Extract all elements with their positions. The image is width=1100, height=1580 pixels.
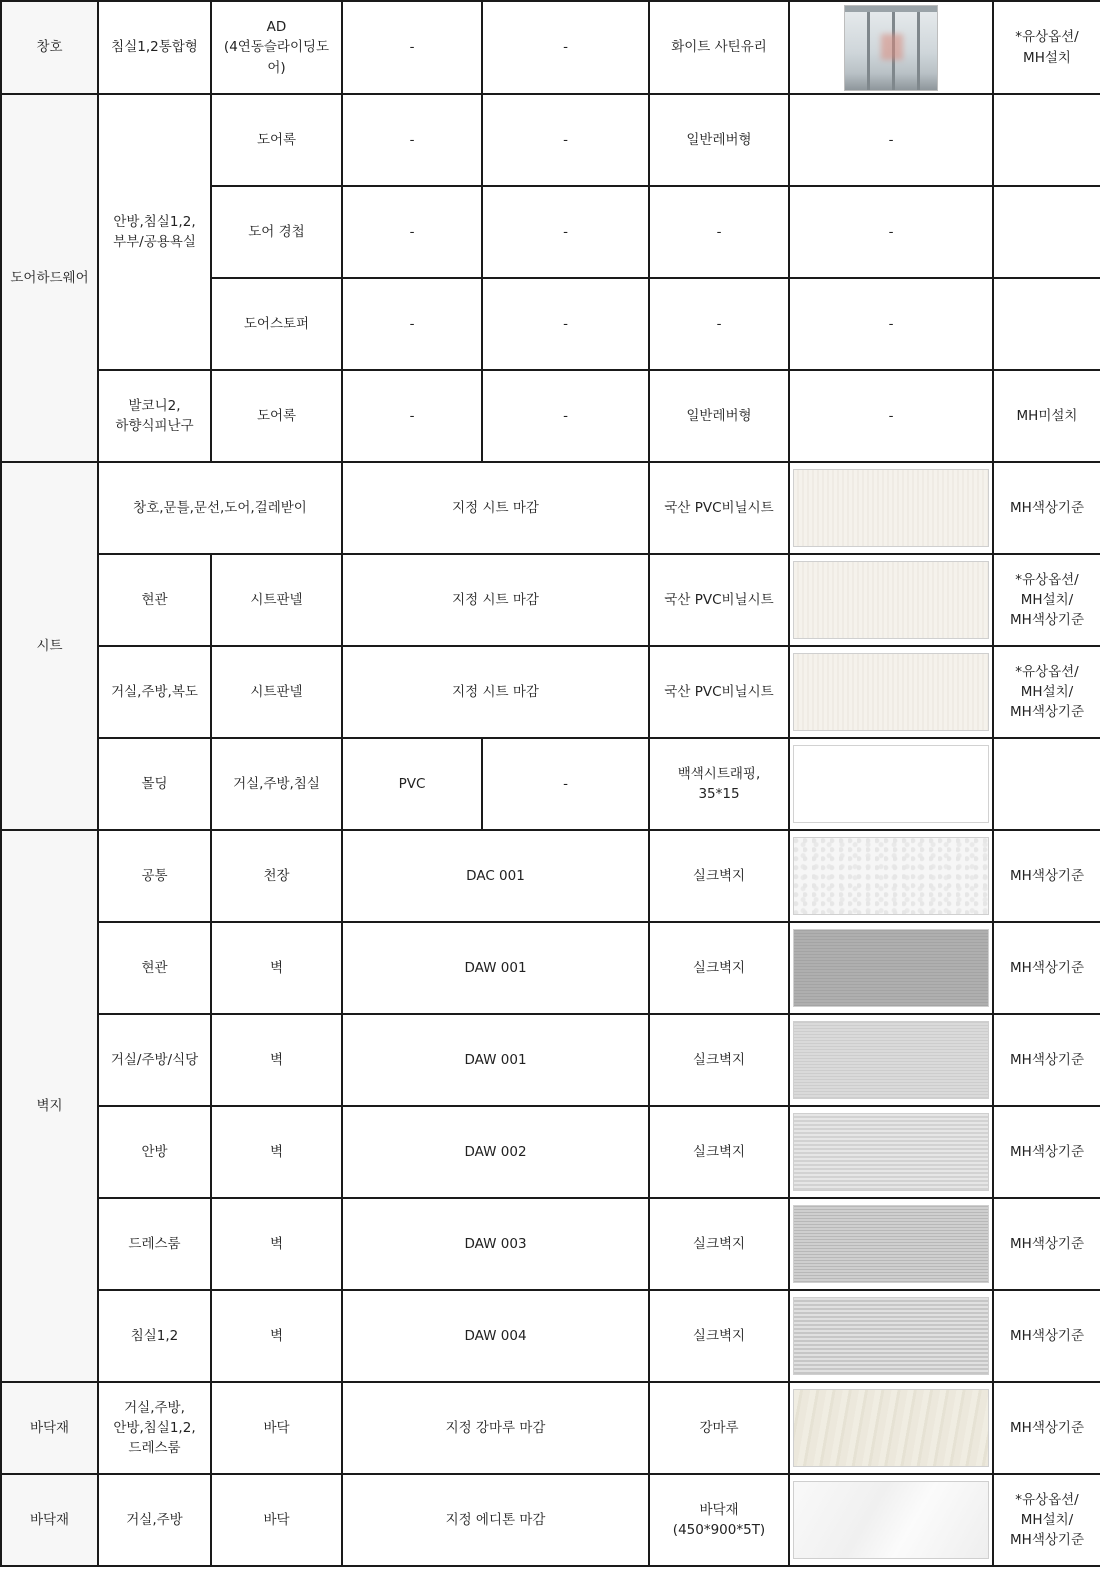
image-cell: - — [789, 94, 993, 186]
location-cell: 안방 — [98, 1106, 211, 1198]
image-cell — [789, 1, 993, 94]
image-cell — [789, 1014, 993, 1106]
material-cell: 국산 PVC비닐시트 — [649, 462, 789, 554]
note-cell — [993, 186, 1100, 278]
note-cell: MH색상기준 — [993, 1014, 1100, 1106]
material-cell: 국산 PVC비닐시트 — [649, 554, 789, 646]
spec-cell: DAW 001 — [342, 922, 649, 1014]
wallpaper-swatch — [793, 1297, 989, 1375]
table-row — [1, 1474, 1100, 1566]
note-cell: MH색상기준 — [993, 462, 1100, 554]
category-cell: 바닥재 — [1, 1474, 98, 1566]
ceiling-wallpaper-swatch — [793, 837, 989, 915]
item-cell: 거실,주방,침실 — [211, 738, 342, 830]
item-cell: 바닥 — [211, 1382, 342, 1474]
spec-cell: DAW 001 — [342, 1014, 649, 1106]
item-cell: 도어스토퍼 — [211, 278, 342, 370]
spec-cell: - — [342, 1, 482, 94]
white-molding-swatch — [793, 745, 989, 823]
material-cell: 실크벽지 — [649, 1198, 789, 1290]
note-cell: *유상옵션/ MH설치 — [993, 1, 1100, 94]
table-row — [1, 738, 1100, 830]
table-row — [1, 1382, 1100, 1474]
spec-cell: - — [482, 186, 649, 278]
material-cell: 실크벽지 — [649, 830, 789, 922]
image-cell: - — [789, 278, 993, 370]
item-cell: 벽 — [211, 1014, 342, 1106]
spec-cell: DAW 002 — [342, 1106, 649, 1198]
note-cell: MH색상기준 — [993, 1198, 1100, 1290]
material-cell: - — [649, 186, 789, 278]
table-row — [1, 462, 1100, 554]
spec-cell: DAC 001 — [342, 830, 649, 922]
location-cell: 드레스룸 — [98, 1198, 211, 1290]
spec-cell: DAW 004 — [342, 1290, 649, 1382]
spec-cell: - — [482, 94, 649, 186]
table-row — [1, 1290, 1100, 1382]
image-cell: - — [789, 370, 993, 462]
location-cell: 거실,주방, 안방,침실1,2, 드레스룸 — [98, 1382, 211, 1474]
image-cell — [789, 830, 993, 922]
material-cell: 일반레버형 — [649, 370, 789, 462]
material-cell: 일반레버형 — [649, 94, 789, 186]
spec-cell: - — [342, 186, 482, 278]
note-cell: MH미설치 — [993, 370, 1100, 462]
image-cell — [789, 1474, 993, 1566]
note-cell: MH색상기준 — [993, 1290, 1100, 1382]
location-cell: 침실1,2통합형 — [98, 1, 211, 94]
wood-floor-swatch — [793, 1389, 989, 1467]
spec-cell: 지정 시트 마감 — [342, 554, 649, 646]
wallpaper-swatch — [793, 1113, 989, 1191]
sheet-swatch — [793, 561, 989, 639]
spec-cell: - — [342, 94, 482, 186]
material-cell: 강마루 — [649, 1382, 789, 1474]
location-cell: 공통 — [98, 830, 211, 922]
spec-cell: - — [482, 370, 649, 462]
category-cell: 바닥재 — [1, 1382, 98, 1474]
sheet-swatch — [793, 653, 989, 731]
table-row — [1, 830, 1100, 922]
table-row — [1, 922, 1100, 1014]
note-cell — [993, 94, 1100, 186]
item-cell: 벽 — [211, 1198, 342, 1290]
item-cell: 천장 — [211, 830, 342, 922]
image-cell — [789, 1106, 993, 1198]
glass-door-image — [844, 5, 938, 91]
item-cell: 시트판넬 — [211, 646, 342, 738]
material-cell: 화이트 사틴유리 — [649, 1, 789, 94]
image-cell — [789, 554, 993, 646]
table-row — [1, 1106, 1100, 1198]
location-cell: 거실/주방/식당 — [98, 1014, 211, 1106]
location-cell: 거실,주방,복도 — [98, 646, 211, 738]
spec-cell: - — [482, 1, 649, 94]
item-cell: 도어 경첩 — [211, 186, 342, 278]
note-cell: MH색상기준 — [993, 1106, 1100, 1198]
item-cell: 벽 — [211, 922, 342, 1014]
image-cell — [789, 1382, 993, 1474]
location-cell: 발코니2, 하향식피난구 — [98, 370, 211, 462]
location-cell: 창호,문틀,문선,도어,걸레받이 — [98, 462, 342, 554]
wallpaper-swatch — [793, 1021, 989, 1099]
spec-cell: - — [342, 370, 482, 462]
material-cell: 실크벽지 — [649, 1106, 789, 1198]
table-row — [1, 1, 1100, 94]
image-cell — [789, 1198, 993, 1290]
category-cell: 벽지 — [1, 830, 98, 1382]
material-cell: 실크벽지 — [649, 922, 789, 1014]
spec-cell: PVC — [342, 738, 482, 830]
spec-cell: DAW 003 — [342, 1198, 649, 1290]
table-row — [1, 94, 1100, 186]
location-cell: 안방,침실1,2, 부부/공용욕실 — [98, 94, 211, 370]
item-cell: 벽 — [211, 1290, 342, 1382]
category-cell: 창호 — [1, 1, 98, 94]
note-cell: MH색상기준 — [993, 830, 1100, 922]
tile-floor-swatch — [793, 1481, 989, 1559]
material-cell: 실크벽지 — [649, 1014, 789, 1106]
material-cell: 백색시트래핑, 35*15 — [649, 738, 789, 830]
note-cell: *유상옵션/ MH설치/ MH색상기준 — [993, 646, 1100, 738]
spec-cell: 지정 시트 마감 — [342, 462, 649, 554]
material-cell: 실크벽지 — [649, 1290, 789, 1382]
spec-cell: 지정 시트 마감 — [342, 646, 649, 738]
item-cell: 벽 — [211, 1106, 342, 1198]
table-row — [1, 370, 1100, 462]
material-cell: - — [649, 278, 789, 370]
note-cell — [993, 738, 1100, 830]
table-row — [1, 646, 1100, 738]
item-cell: 바닥 — [211, 1474, 342, 1566]
item-cell: 도어록 — [211, 370, 342, 462]
table-row — [1, 1198, 1100, 1290]
spec-cell: - — [482, 278, 649, 370]
location-cell: 거실,주방 — [98, 1474, 211, 1566]
location-cell: 몰딩 — [98, 738, 211, 830]
note-cell: *유상옵션/ MH설치/ MH색상기준 — [993, 554, 1100, 646]
material-cell: 바닥재 (450*900*5T) — [649, 1474, 789, 1566]
wallpaper-swatch — [793, 929, 989, 1007]
image-cell: - — [789, 186, 993, 278]
category-cell: 도어하드웨어 — [1, 94, 98, 462]
location-cell: 현관 — [98, 922, 211, 1014]
table-row — [1, 1014, 1100, 1106]
note-cell: *유상옵션/ MH설치/ MH색상기준 — [993, 1474, 1100, 1566]
item-cell: 시트판넬 — [211, 554, 342, 646]
image-cell — [789, 646, 993, 738]
note-cell: MH색상기준 — [993, 922, 1100, 1014]
item-cell: AD (4연동슬라이딩도어) — [211, 1, 342, 94]
image-cell — [789, 1290, 993, 1382]
location-cell: 현관 — [98, 554, 211, 646]
spec-cell: - — [482, 738, 649, 830]
table-row — [1, 554, 1100, 646]
sheet-swatch — [793, 469, 989, 547]
item-cell: 도어록 — [211, 94, 342, 186]
spec-cell: 지정 강마루 마감 — [342, 1382, 649, 1474]
category-cell: 시트 — [1, 462, 98, 830]
location-cell: 침실1,2 — [98, 1290, 211, 1382]
note-cell — [993, 278, 1100, 370]
spec-cell: - — [342, 278, 482, 370]
spec-cell: 지정 에디톤 마감 — [342, 1474, 649, 1566]
image-cell — [789, 462, 993, 554]
material-cell: 국산 PVC비닐시트 — [649, 646, 789, 738]
wallpaper-swatch — [793, 1205, 989, 1283]
image-cell — [789, 922, 993, 1014]
image-cell — [789, 738, 993, 830]
note-cell: MH색상기준 — [993, 1382, 1100, 1474]
